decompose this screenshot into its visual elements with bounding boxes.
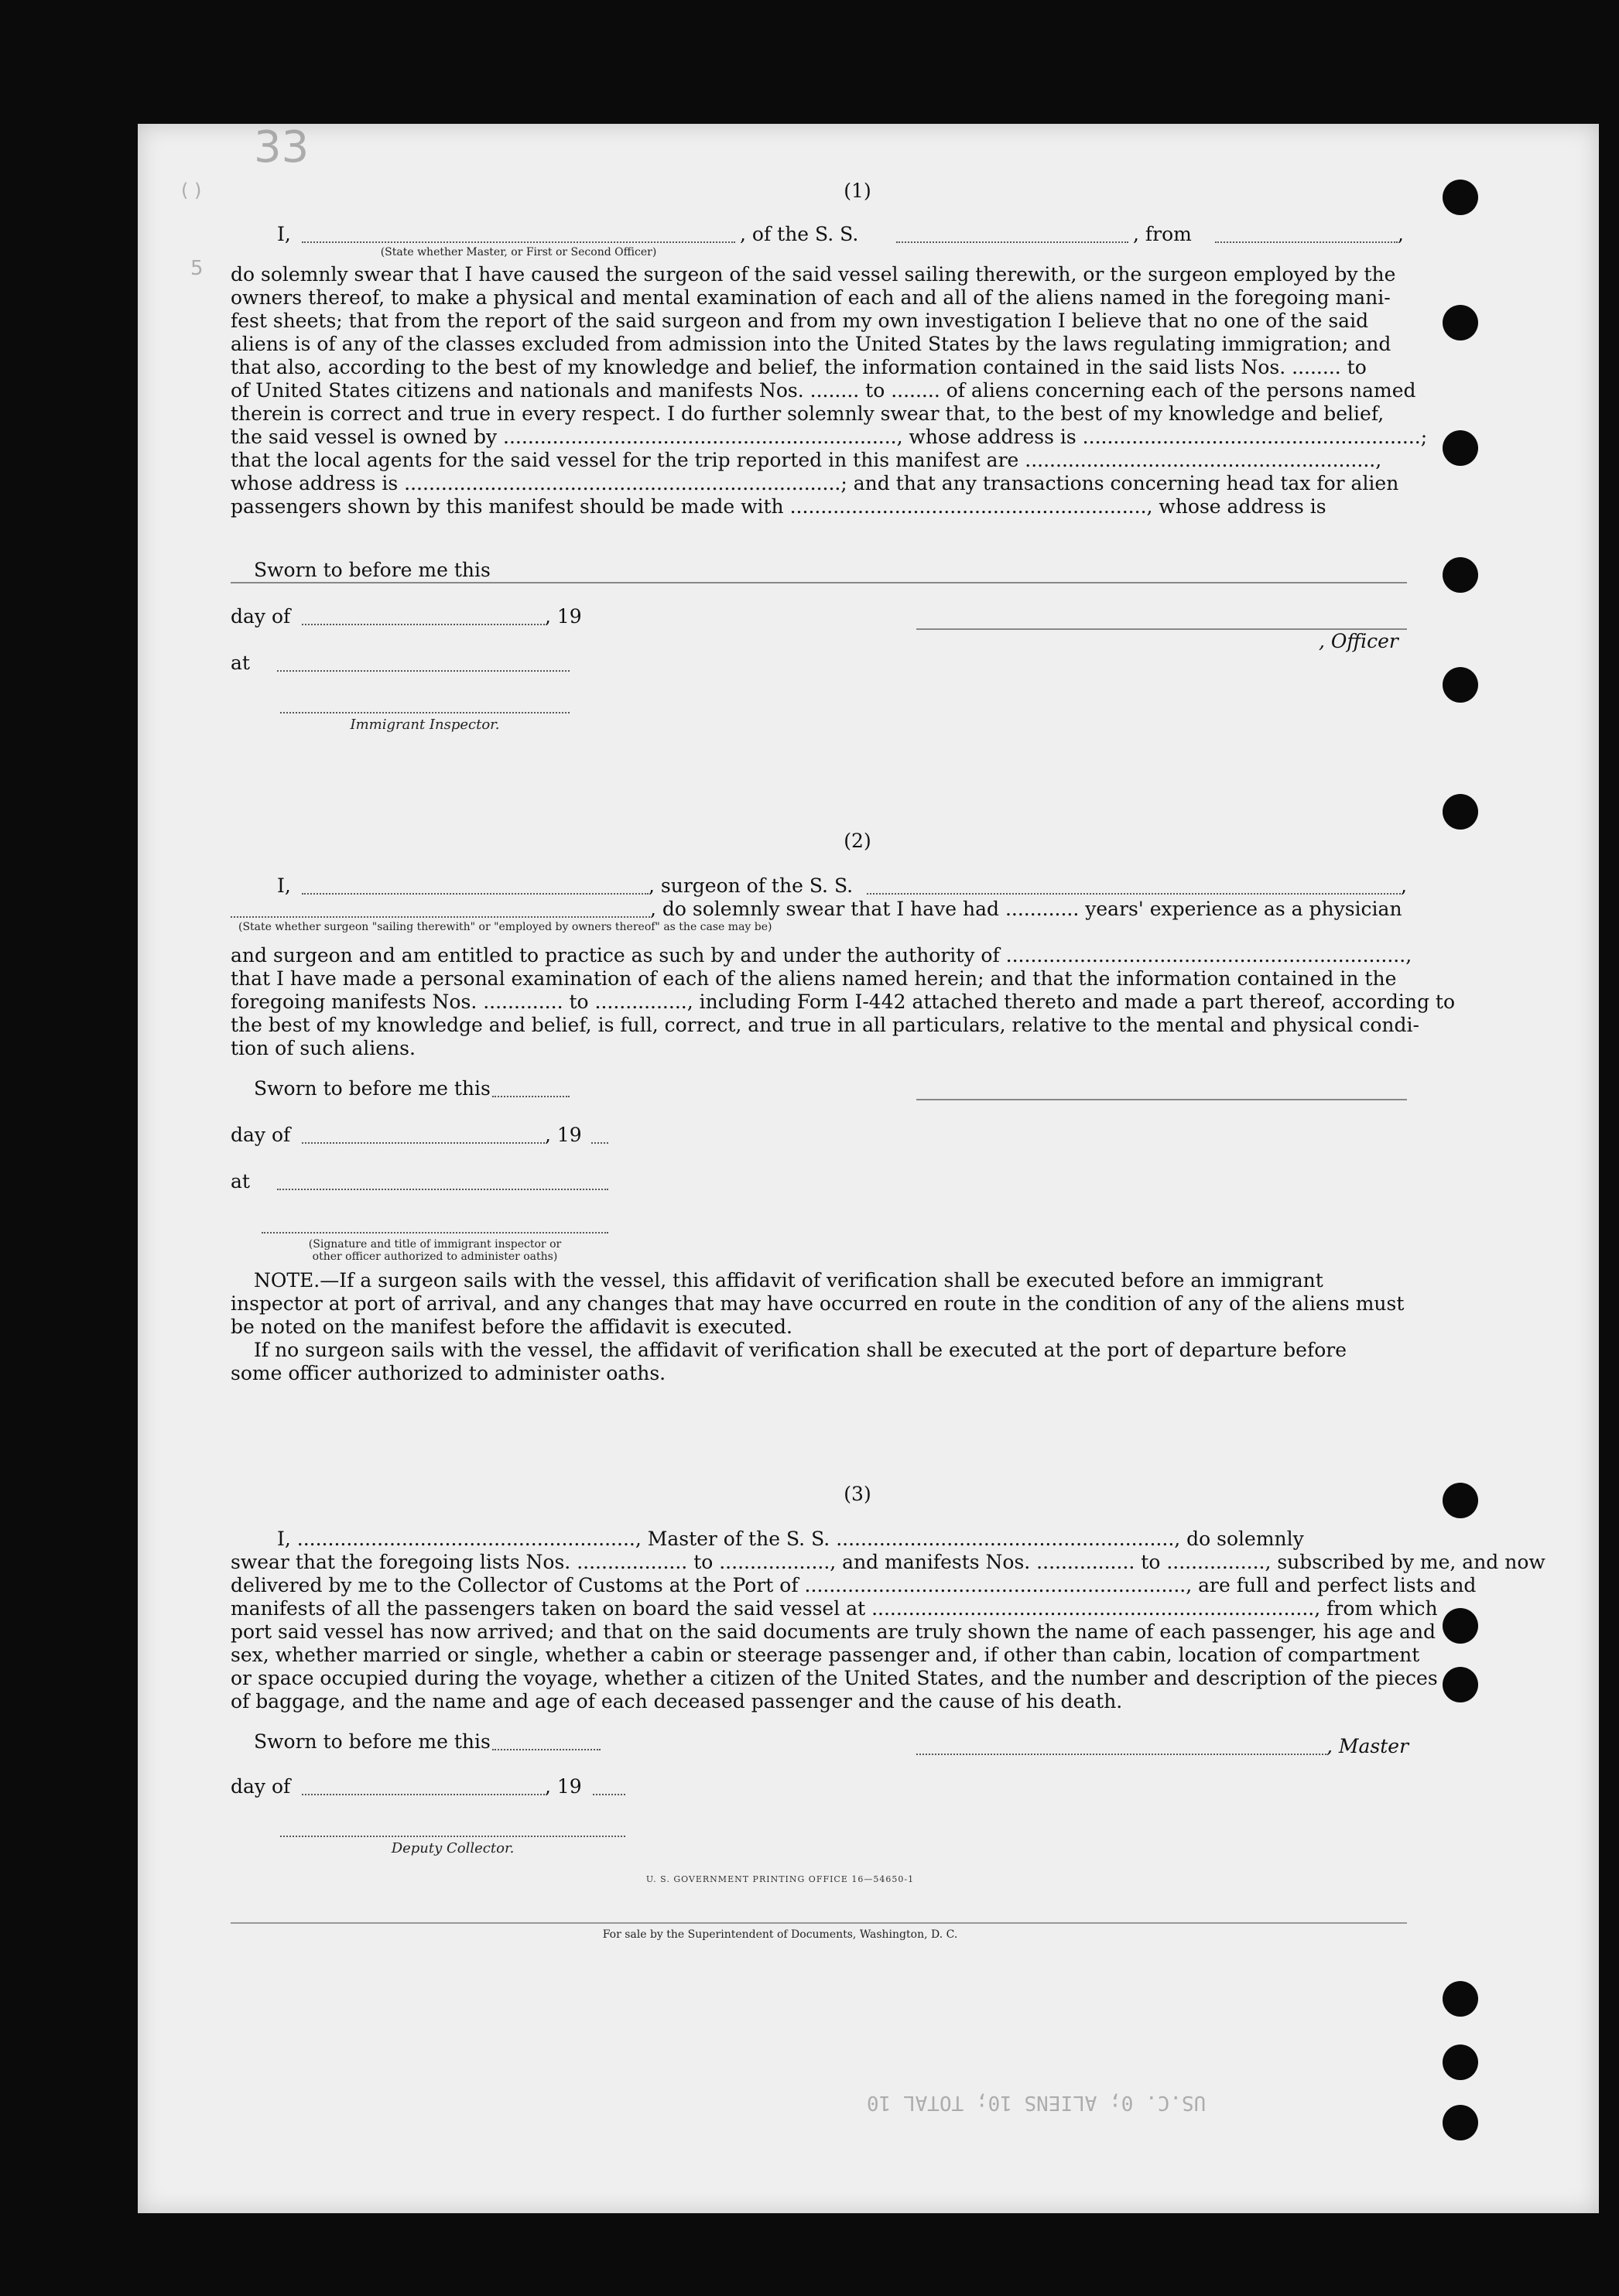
surgeon-caption: (State whether surgeon "sailing therewith" or "employed by owners thereof" as the case may be) — [238, 921, 772, 933]
section-2-sworn: Sworn to before me this — [254, 1077, 491, 1100]
punch-hole — [1443, 2045, 1478, 2080]
section-1-line: therein is correct and true in every respect. I do further solemnly swear that, to the best of my knowledge and belief, — [231, 402, 1385, 425]
section-2-line-2: , do solemnly swear that I have had ............ years' experience as a physician — [650, 898, 1402, 920]
punch-hole — [1443, 667, 1478, 703]
section-1-sworn: Sworn to before me this — [254, 559, 491, 581]
punch-hole — [1443, 305, 1478, 340]
section-3-line: delivered by me to the Collector of Customs at the Port of .............................................................., are full and perfect lists and — [231, 1574, 1477, 1596]
deputy-collector-caption: Deputy Collector. — [391, 1840, 515, 1856]
section-1-line: passengers shown by this manifest should be made with .........................................................., whose address is — [231, 495, 1326, 518]
year-3-blank — [593, 1794, 625, 1795]
section-3-line: manifests of all the passengers taken on board the said vessel at ........................................................................, from which — [231, 1597, 1438, 1620]
inspector-signature-blank — [280, 712, 570, 713]
section-1-year: , 19 — [545, 605, 582, 628]
section-3-year: , 19 — [545, 1775, 582, 1798]
section-3-sworn: Sworn to before me this — [254, 1730, 491, 1753]
signature-caption-1: (Signature and title of immigrant inspector or — [308, 1238, 562, 1251]
surgeon-signature-line — [916, 1099, 1407, 1100]
surgeon-ship-blank — [867, 893, 1401, 895]
collector-signature-blank — [280, 1836, 625, 1837]
section-3-line: port said vessel has now arrived; and that on the said documents are truly shown the name of each passenger, his age and — [231, 1620, 1436, 1643]
section-2-line: the best of my knowledge and belief, is full, correct, and true in all particulars, relative to the mental and physical condi- — [231, 1014, 1419, 1036]
from-port-blank — [1215, 241, 1398, 243]
note-line: If no surgeon sails with the vessel, the affidavit of verification shall be executed at the port of departure before — [254, 1339, 1347, 1361]
day-of-blank — [302, 624, 545, 625]
section-3-line: sex, whether married or single, whether a cabin or steerage passenger and, if other than cabin, location of compartment — [231, 1644, 1420, 1666]
punch-hole — [1443, 794, 1478, 830]
section-3-day-of: day of — [231, 1775, 291, 1798]
year-2-blank — [591, 1142, 608, 1144]
section-1-day-of: day of — [231, 605, 291, 628]
punch-hole — [1443, 1981, 1478, 2017]
section-2-line: foregoing manifests Nos. ............. to ..............., including Form I-442 attached thereto and made a part thereof, according to — [231, 991, 1456, 1013]
at-blank — [277, 670, 570, 672]
section-1-line: do solemnly swear that I have caused the surgeon of the said vessel sailing therewith, or the surgeon employed by the — [231, 263, 1396, 286]
note-line: some officer authorized to administer oaths. — [231, 1362, 666, 1384]
section-2-at: at — [231, 1170, 250, 1192]
sworn-2-blank — [492, 1096, 570, 1097]
officer-name-blank — [302, 241, 735, 243]
section-1-line: aliens is of any of the classes excluded from admission into the United States by the laws regulating immigration; and — [231, 333, 1391, 355]
address-line — [231, 582, 1407, 583]
page-number-mark: 33 — [254, 122, 310, 173]
section-1-line: fest sheets; that from the report of the said surgeon and from my own investigation I believe that no one of the said — [231, 310, 1369, 332]
note-line: inspector at port of arrival, and any changes that may have occurred en route in the condition of any of the aliens must — [231, 1292, 1405, 1315]
section-3-line: swear that the foregoing lists Nos. .................. to .................., and manifests Nos. ................ to ................, subscribed by me, and now — [231, 1551, 1545, 1573]
section-1-from: , from — [1133, 223, 1192, 245]
section-1-at: at — [231, 652, 250, 674]
footer-rule — [231, 1922, 1407, 1924]
section-1-line: the said vessel is owned by ................................................................, whose address is .......................................................; — [231, 426, 1428, 448]
master-signature-blank — [916, 1754, 1326, 1755]
officer-signature-blank — [262, 1232, 608, 1234]
section-2-line: that I have made a personal examination of each of the aliens named herein; and that the information contained in the — [231, 967, 1397, 990]
gpo-imprint: U. S. GOVERNMENT PRINTING OFFICE 16—54650-1 — [645, 1874, 915, 1884]
master-caption: (State whether Master, or First or Second Officer) — [380, 246, 657, 258]
section-2-i: I, — [277, 874, 291, 897]
section-3-number: (3) — [844, 1483, 871, 1505]
ship-name-blank — [896, 241, 1128, 243]
note-line: NOTE.—If a surgeon sails with the vessel, this affidavit of verification shall be executed before an immigrant — [254, 1269, 1323, 1292]
section-1-i: I, — [277, 223, 291, 245]
section-2-end: , — [1401, 874, 1407, 897]
punch-hole — [1443, 180, 1478, 215]
section-1-of-ss: , of the S. S. — [740, 223, 859, 245]
punch-hole — [1443, 1608, 1478, 1644]
section-1-line: whose address is .......................................................................; and that any transactions concerning head tax for alien — [231, 472, 1399, 494]
show-through-text: US.C. 0; ALIENS 10; TOTAL 10 — [867, 2091, 1207, 2114]
punch-hole — [1443, 557, 1478, 593]
immigrant-inspector-caption: Immigrant Inspector. — [350, 717, 500, 733]
section-2-line: tion of such aliens. — [231, 1037, 416, 1059]
day-of-2-blank — [302, 1142, 545, 1144]
surgeon-name-blank — [302, 893, 649, 895]
punch-hole — [1443, 430, 1478, 466]
at-2-blank — [277, 1189, 608, 1190]
day-of-3-blank — [302, 1794, 545, 1795]
signature-caption-2: other officer authorized to administer oaths) — [312, 1251, 558, 1263]
punch-hole — [1443, 2105, 1478, 2140]
section-3-line: or space occupied during the voyage, whether a citizen of the United States, and the number and description of the pieces — [231, 1667, 1438, 1689]
section-1-line: that also, according to the best of my knowledge and belief, the information contained in the said lists Nos. ........ to — [231, 356, 1367, 378]
note-line: be noted on the manifest before the affidavit is executed. — [231, 1316, 792, 1338]
section-3-master: , Master — [1326, 1735, 1409, 1757]
section-1-line: that the local agents for the said vessel for the trip reported in this manifest are ........................................................., — [231, 449, 1382, 471]
section-2-number: (2) — [844, 830, 871, 852]
surgeon-type-blank — [231, 916, 650, 918]
sworn-3-blank — [492, 1749, 601, 1750]
form-page — [138, 124, 1599, 2213]
punch-hole — [1443, 1667, 1478, 1702]
sworn-date-line — [494, 582, 495, 583]
for-sale-notice: For sale by the Superintendent of Documents, Washington, D. C. — [602, 1928, 958, 1941]
section-2-day-of: day of — [231, 1124, 291, 1146]
margin-number-mark: 5 — [190, 257, 204, 280]
section-2-surgeon: , surgeon of the S. S. — [649, 874, 854, 897]
header-mark: ( ) — [181, 180, 202, 201]
section-2-year: , 19 — [545, 1124, 582, 1146]
section-1-end: , — [1398, 223, 1404, 245]
section-1-officer: , Officer — [1319, 630, 1398, 652]
section-2-line: and surgeon and am entitled to practice as such by and under the authority of ................................................................., — [231, 944, 1412, 967]
section-1-line: of United States citizens and nationals and manifests Nos. ........ to ........ of aliens concerning each of the persons named — [231, 379, 1416, 402]
section-3-line: I, ......................................................., Master of the S. S. ......................................................., do solemnly — [277, 1528, 1304, 1550]
section-1-number: (1) — [844, 180, 871, 202]
section-1-line: owners thereof, to make a physical and mental examination of each and all of the aliens named in the foregoing mani- — [231, 286, 1391, 309]
punch-hole — [1443, 1483, 1478, 1518]
section-3-line: of baggage, and the name and age of each deceased passenger and the cause of his death. — [231, 1690, 1123, 1713]
